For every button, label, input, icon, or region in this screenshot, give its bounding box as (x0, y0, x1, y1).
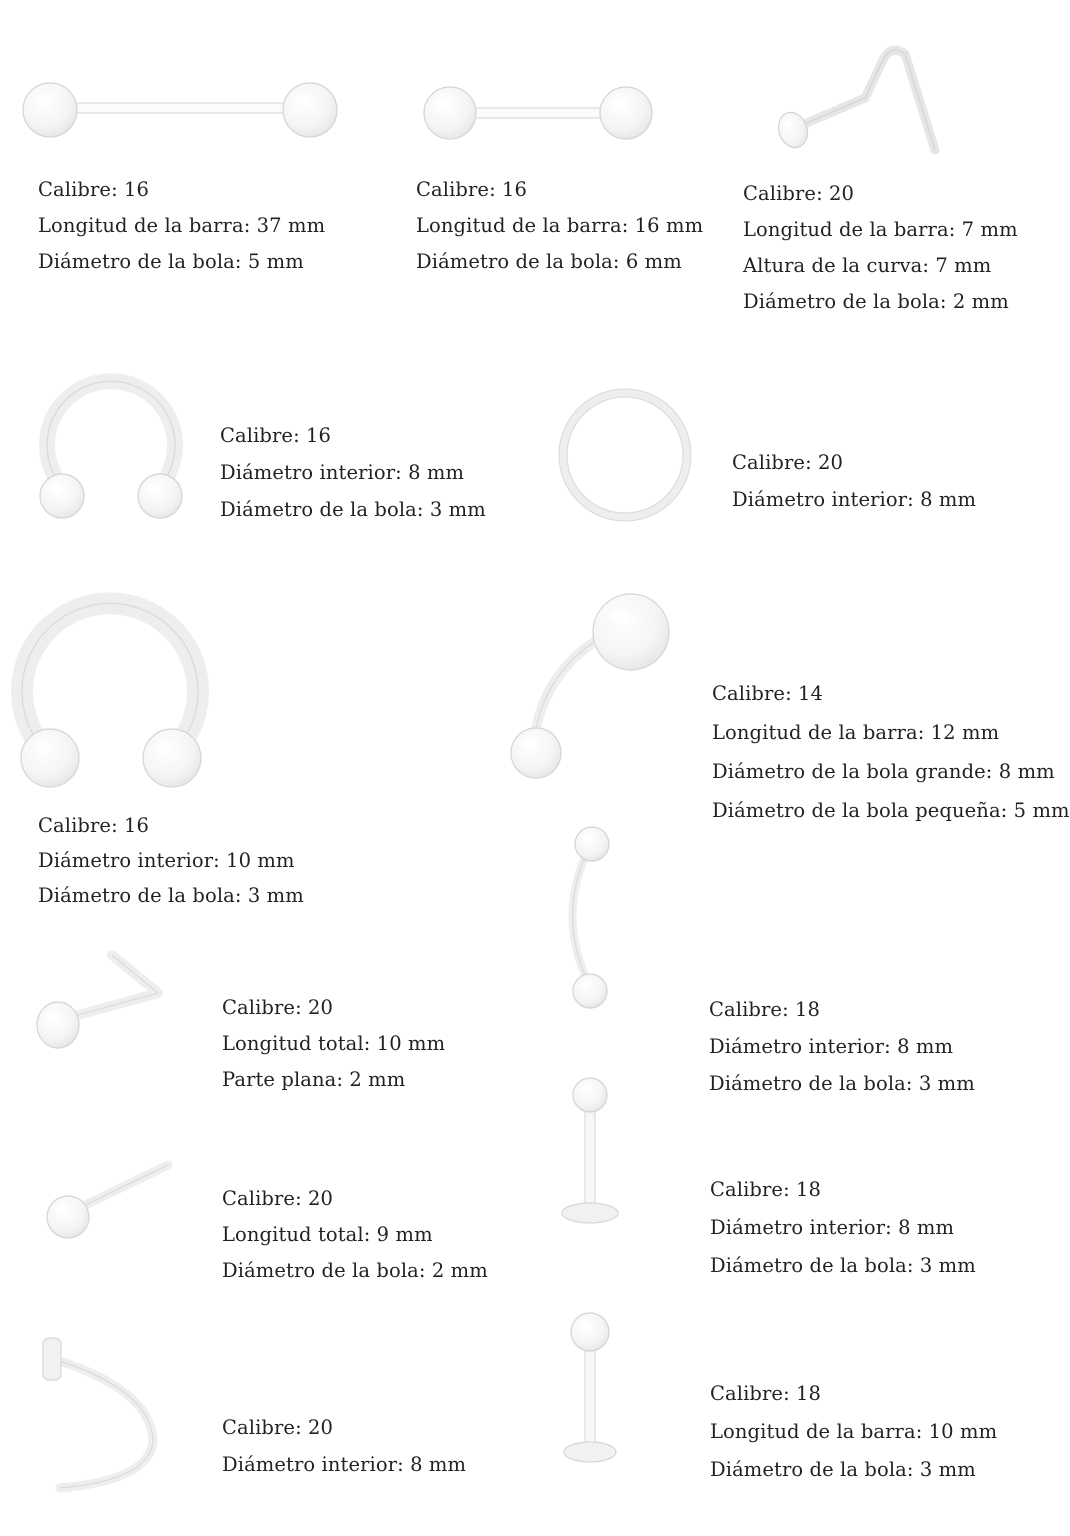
spec-line: Longitud total: 9 mm (222, 1223, 433, 1246)
horseshoe-small-icon (28, 360, 193, 525)
nose-bone-stud-icon (40, 1155, 180, 1250)
spec-line: Longitud de la barra: 16 mm (416, 214, 704, 237)
spec-item-10 (222, 1187, 488, 1295)
spec-line: Calibre: 18 (710, 1178, 822, 1201)
spec-line: Calibre: 16 (416, 178, 528, 201)
straight-barbell-short-icon (415, 80, 660, 150)
spec-line: Diámetro de la bola: 3 mm (220, 498, 486, 521)
labret-short-icon (555, 1075, 625, 1230)
spec-item-4 (220, 424, 486, 535)
spec-line: Longitud total: 10 mm (222, 1032, 446, 1055)
spec-line: Diámetro de la bola: 2 mm (222, 1259, 488, 1282)
spec-line: Diámetro de la bola pequeña: 5 mm (712, 799, 1070, 822)
spec-line: Calibre: 18 (710, 1382, 822, 1405)
spec-item-8 (709, 998, 975, 1109)
spec-line: Calibre: 16 (38, 178, 150, 201)
spec-line: Longitud de la barra: 10 mm (710, 1420, 998, 1443)
belly-ring-icon (505, 590, 675, 785)
spec-line: Calibre: 20 (743, 182, 855, 205)
spec-line: Calibre: 20 (222, 996, 334, 1019)
labret-long-icon (555, 1310, 625, 1470)
spec-line: Diámetro interior: 10 mm (38, 849, 295, 872)
spec-line: Longitud de la barra: 12 mm (712, 721, 1000, 744)
spec-item-9 (222, 996, 445, 1104)
spec-line: Longitud de la barra: 37 mm (38, 214, 326, 237)
spec-line: Parte plana: 2 mm (222, 1068, 406, 1091)
spec-line: Calibre: 14 (712, 682, 824, 705)
spec-line: Calibre: 20 (222, 1416, 334, 1439)
spec-line: Diámetro de la bola: 3 mm (709, 1072, 975, 1095)
eyebrow-curved-barbell-icon (550, 826, 625, 1011)
spec-line: Calibre: 18 (709, 998, 821, 1021)
spec-line: Diámetro de la bola: 3 mm (710, 1254, 976, 1277)
spec-item-11 (710, 1178, 976, 1292)
spec-item-6 (38, 814, 304, 919)
spec-item-13 (710, 1382, 997, 1496)
spec-line: Diámetro interior: 8 mm (220, 461, 465, 484)
spec-item-5 (732, 451, 976, 525)
spec-line: Diámetro de la bola grande: 8 mm (712, 760, 1055, 783)
spec-line: Calibre: 16 (220, 424, 332, 447)
spec-item-1 (38, 178, 325, 286)
seamless-ring-icon (555, 385, 695, 525)
straight-barbell-long-icon (10, 70, 340, 160)
spec-line: Diámetro de la bola: 3 mm (38, 884, 304, 907)
spec-item-3 (743, 182, 1018, 326)
spec-line: Calibre: 20 (732, 451, 844, 474)
nose-l-bend-icon (30, 945, 180, 1055)
spec-item-12 (222, 1416, 466, 1490)
spec-item-2 (416, 178, 703, 286)
spec-line: Diámetro interior: 8 mm (709, 1035, 954, 1058)
spec-line: Diámetro de la bola: 6 mm (416, 250, 682, 273)
spec-line: Longitud de la barra: 7 mm (743, 218, 1018, 241)
spec-line: Altura de la curva: 7 mm (743, 254, 992, 277)
spec-line: Diámetro de la bola: 5 mm (38, 250, 304, 273)
spec-line: Diámetro interior: 8 mm (222, 1453, 467, 1476)
nose-screw-icon (765, 40, 945, 160)
spec-line: Calibre: 16 (38, 814, 150, 837)
spec-line: Calibre: 20 (222, 1187, 334, 1210)
spec-line: Diámetro interior: 8 mm (710, 1216, 955, 1239)
spec-item-7 (712, 682, 1070, 838)
nose-hook-flat-icon (35, 1330, 170, 1495)
spec-line: Diámetro interior: 8 mm (732, 488, 977, 511)
spec-line: Diámetro de la bola: 3 mm (710, 1458, 976, 1481)
spec-line: Diámetro de la bola: 2 mm (743, 290, 1009, 313)
horseshoe-large-icon (10, 600, 210, 790)
